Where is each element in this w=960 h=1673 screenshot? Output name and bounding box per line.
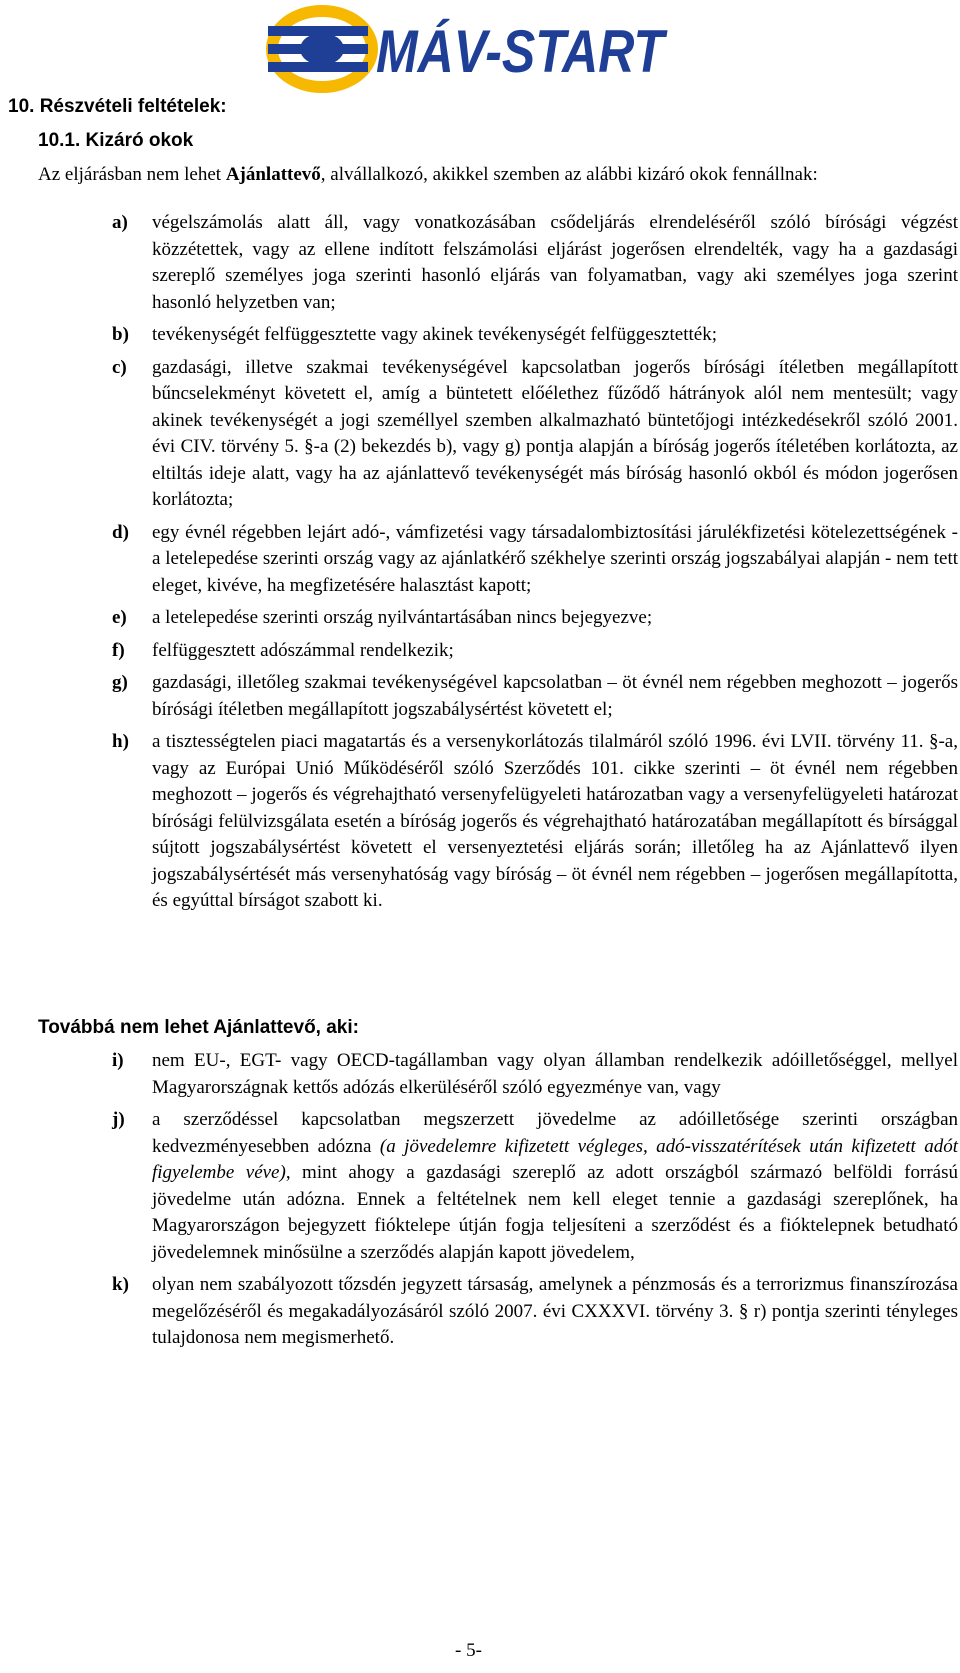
list-marker: b) (112, 324, 129, 345)
list-item (38, 1048, 958, 1101)
list-item (38, 1272, 958, 1352)
exclusion-list (38, 210, 958, 921)
list-item-text: gazdasági, illetve szakmai tevékenységével kapcsolatban jogerős bírósági ítéletben megállapított bűncselekményt követett el, amíg a büntetett előélethez fűződő hátrányok alól nem mentesült; vagy akinek tevékenységét a jogi személlyel szemben alkalmazható büntetőjogi intézkedésekről szóló 2001. évi CIV. törvény 5. §-a (2) bekezdés b), vagy g) pontja alapján a bíróság jogerős ítéletében korlátozta, az eltiltás ideje alatt, vagy ha az ajánlattevő tevékenységét más bíróság hasonló okból és módon jogerősen korlátozta; (152, 356, 958, 510)
page-number: - 5- (455, 1640, 482, 1661)
list-item-italic-text: (a jövedelemre kifizetett végleges, adó-visszatérítések után kifizetett adót figyelembe véve) (152, 1135, 959, 1183)
list-item-text-continued: , mint ahogy a gazdasági szereplő az adott országból származó belföldi forrású jövedelme után adózna. Ennek a feltételnek nem kell eleget tennie a gazdasági szereplőnek, ha Magyarországon bejegyzett fióktelepe útján fogja teljesíteni a szerződést és a fióktelepnek betudható jövedelemnek minősülne a szerződés alapján kapott jövedelem, (152, 1162, 958, 1263)
list-item-text: gazdasági, illetőleg szakmai tevékenységével kapcsolatban – öt évnél nem régebben meghozott – jogerős bírósági ítéletben megállapított jogszabálysértést követett el; (152, 672, 958, 720)
list-item-text: a tisztességtelen piaci magatartás és a versenykorlátozás tilalmáról szóló 1996. évi LVII. törvény 11. §-a, vagy az Európai Unió Működéséről szóló Szerződés 101. cikke szerinti – öt évnél nem régebben meghozott – jogerős és végrehajtható versenyfelügyeleti határozatban vagy a versenyfelügyeleti határozat bírósági felülvizsgálata esetén a bíróság jogerős és végrehajtható határozatában megállapított és bírsággal sújtott jogszabálysértést követett el versenyeztetési eljárás során; illetőleg ha az Ajánlattevő ilyen jogszabálysértését más versenyhatóság vagy bíróság – öt évnél nem régebben – jogerősen megállapította, és egyúttal bírságot szabott ki. (152, 731, 958, 911)
intro-bold-term: Ajánlattevő (225, 164, 321, 185)
list-marker: j) (112, 1109, 125, 1130)
list-item (38, 638, 958, 665)
list-marker: d) (112, 521, 129, 543)
list-marker: k) (112, 1274, 129, 1295)
intro-paragraph (38, 161, 958, 188)
list-item-text: olyan nem szabályozott tőzsdén jegyzett társaság, amelynek a pénzmosás és a terrorizmus finanszírozása megelőzéséről és megakadályozásáról szóló 2007. évi CXXXVI. törvény 3. § r) pontja szerinti tényleges tulajdonosa nem megismerhető. (152, 1274, 958, 1348)
list-item-text: nem EU-, EGT- vagy OECD-tagállamban vagy olyan államban rendelkezik adóilletőséggel, mellyel Magyarországnak kettős adózás elkerüléséről szóló egyezménye van, vagy (152, 1050, 958, 1098)
list-item (38, 670, 958, 723)
list-item (38, 355, 958, 514)
intro-text-after: , alvállalkozó, akikkel szemben az alábbi kizáró okok fennállnak: (320, 164, 818, 185)
subsection-heading: 10.1. Kizáró okok (38, 130, 194, 151)
list-marker: f) (112, 639, 125, 661)
list-item-text: tevékenységét felfüggesztette vagy akinek tevékenységét felfüggesztették; (152, 324, 717, 345)
list-marker: i) (112, 1050, 124, 1071)
list-item (38, 605, 958, 632)
list-item-text: végelszámolás alatt áll, vagy vonatkozásában csődeljárás elrendeléséről szóló bírósági végzést közzétettek, vagy az ellene indított felszámolási eljárást jogerősen elrendelték, vagy ha a gazdasági szereplő személyes joga szerinti hasonló eljárás van folyamatban, vagy aki személyes joga szerint hasonló helyzetben van; (152, 212, 958, 313)
list-item-text: a letelepedése szerinti ország nyilvántartásában nincs bejegyezve; (152, 607, 653, 628)
mav-start-logo (268, 6, 668, 92)
list-marker: g) (112, 672, 128, 693)
section-heading: 10. Részvételi feltételek: (8, 96, 227, 117)
list-item (38, 210, 958, 316)
further-heading: Továbbá nem lehet Ajánlattevő, aki: (38, 1017, 359, 1038)
list-marker: h) (112, 731, 129, 752)
logo-emblem (268, 11, 372, 87)
list-item-text: a szerződéssel kapcsolatban megszerzett jövedelme az adóilletősége szerinti országban kedvezményesebben adózna (152, 1109, 958, 1157)
list-marker: e) (112, 607, 127, 628)
list-marker: c) (112, 356, 127, 378)
list-item (38, 1107, 958, 1266)
list-item (38, 729, 958, 915)
list-item (38, 322, 958, 349)
list-marker: a) (112, 212, 128, 233)
further-list (38, 1048, 958, 1358)
list-item (38, 520, 958, 600)
list-item-text: egy évnél régebben lejárt adó-, vámfizetési vagy társadalombiztosítási járulékfizetési kötelezettségének - a letelepedése szerinti ország vagy az ajánlatkérő székhelye szerinti ország jogszabályai alapján - nem tett eleget, kivéve, ha megfizetésére halasztást kapott; (152, 521, 958, 596)
intro-text-before: Az eljárásban nem lehet (38, 164, 226, 185)
logo-text: MÁV-START (376, 18, 668, 85)
list-item-text: felfüggesztett adószámmal rendelkezik; (152, 639, 454, 661)
